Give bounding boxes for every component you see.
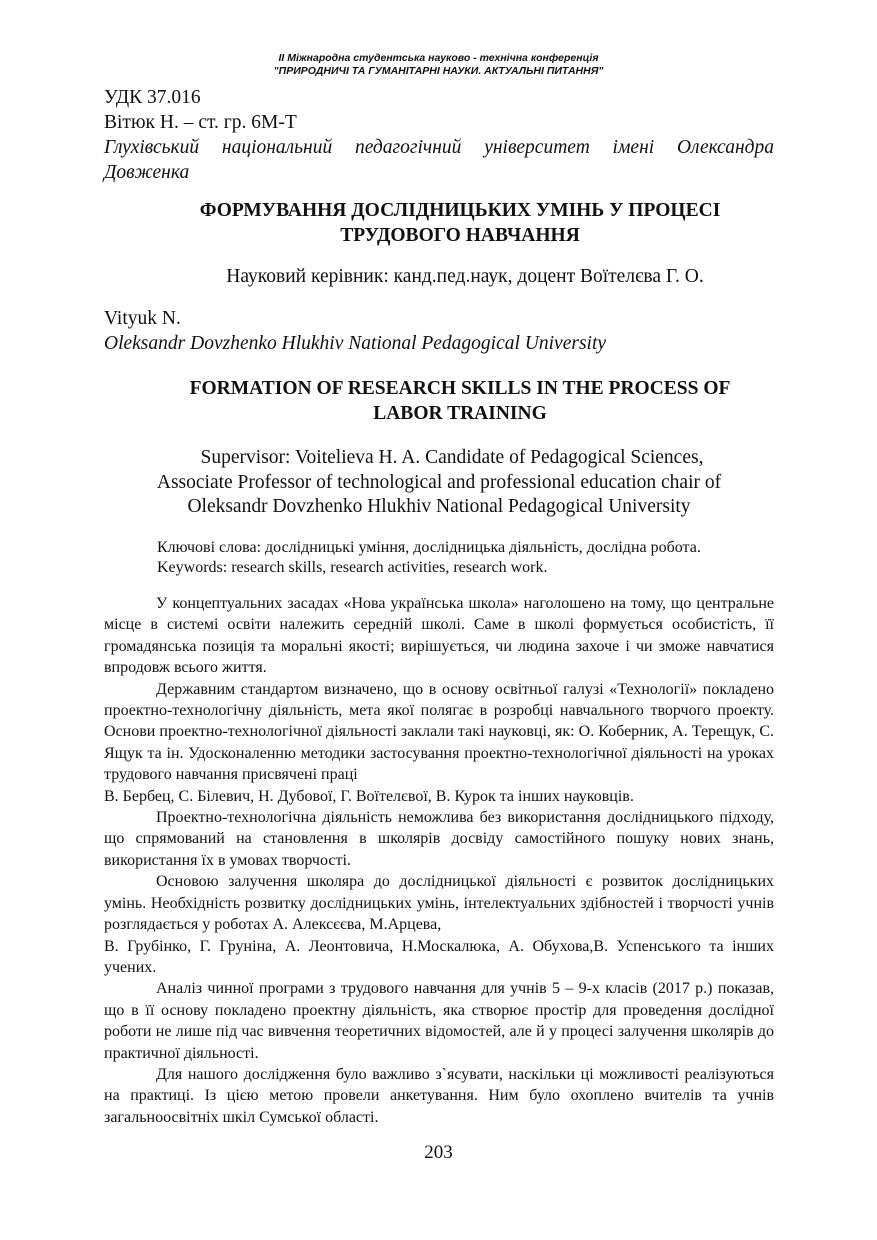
- paper-title-ua-line2: ТРУДОВОГО НАВЧАННЯ: [340, 225, 580, 246]
- author-block-en: [104, 306, 774, 356]
- conference-header: [0, 52, 877, 78]
- conference-header-line2: "ПРИРОДНИЧІ ТА ГУМАНІТАРНІ НАУКИ. АКТУАЛЬНІ ПИТАННЯ": [273, 65, 604, 77]
- keywords-ua: Ключові слова: дослідницькі уміння, дослідницька діяльність, дослідна робота.: [157, 539, 701, 556]
- paragraph: У концептуальних засадах «Нова українська школа» наголошено на тому, що центральне місце в системі освіти належить середній школі. Саме в школі формується особистість, її громадянська позиція та моральні якості; вирішується, чи людина захоче і чи зможе навчатися впродовж всього життя.: [104, 595, 774, 677]
- udc-code: УДК 37.016: [104, 87, 201, 108]
- paragraph: Проектно-технологічна діяльність неможлива без використання дослідницького підходу, що спрямований на становлення в школярів досвіду самостійного пошуку нових знань, використання їх в умовах творчості.: [104, 809, 774, 869]
- paper-title-en-line1: FORMATION OF RESEARCH SKILLS IN THE PROCESS OF: [189, 378, 731, 399]
- keywords-en: Keywords: research skills, research activities, research work.: [157, 559, 548, 576]
- author-block-ua: [104, 85, 774, 185]
- supervisor-en-line1: Supervisor: Voitelieva H. A. Candidate of Pedagogical Sciences,: [200, 447, 704, 468]
- author-name-ua: Вітюк Н. – ст. гр. 6М-Т: [104, 112, 297, 133]
- university-name-ua: Глухівський національний педагогічний університет імені Олександра Довженка: [104, 137, 774, 183]
- paper-title-en-line2: LABOR TRAINING: [373, 403, 547, 424]
- supervisor-en-line2: Associate Professor of technological and professional education chair of: [156, 471, 722, 493]
- paragraph: Аналіз чинної програми з трудового навчання для учнів 5 – 9-х класів (2017 р.) показав, що в її основу покладено проектну діяльність, яка створює простір для проведення дослідної роботи не лише під час вивчення теоретичних відомостей, але й у процесі залучення школярів до практичної діяльності.: [104, 980, 774, 1062]
- supervisor-en-line3: Oleksandr Dovzhenko Hlukhiv National Pedagogical University: [187, 496, 691, 517]
- supervisor-ua: Науковий керівник: канд.пед.наук, доцент Воїтелєва Г. О.: [226, 266, 704, 287]
- conference-header-line1: II Міжнародна студентська науково - технічна конференція: [278, 52, 599, 64]
- page-number: 203: [424, 1142, 453, 1163]
- paragraph-continuation: В. Бербец, С. Білевич, Н. Дубової, Г. Воїтелєвої, В. Курок та інших науковців.: [104, 787, 634, 805]
- paragraph: Основою залучення школяра до дослідницької діяльності є розвиток дослідницьких умінь. Необхідність розвитку дослідницьких умінь, інтелектуальних здібностей і творчості учнів розглядається у роботах А. Алексєєва, М.Арцева,: [104, 873, 774, 934]
- paper-title-ua-line1: ФОРМУВАННЯ ДОСЛІДНИЦЬКИХ УМІНЬ У ПРОЦЕСІ: [199, 200, 721, 221]
- paragraph-continuation: В. Грубінко, Г. Груніна, А. Леонтовича, Н.Москалюка, А. Обухова,В. Успенського та інших учених.: [104, 937, 774, 976]
- university-name-en: Oleksandr Dovzhenko Hlukhiv National Pedagogical University: [104, 333, 607, 354]
- keywords-block: [157, 538, 797, 578]
- author-name-en: Vityuk N.: [104, 308, 181, 329]
- paragraph: Державним стандартом визначено, що в основу освітньої галузі «Технології» покладено проектно-технологічну діяльність, мета якої полягає в розробці навчального творчого проекту. Основи проектно-технологічної діяльності заклали такі науковці, як: О. Коберник, А. Терещук, С. Ящук та ін. Удосконаленню методики застосування проектно-технологічної діяльності на уроках трудового навчання присвячені праці: [104, 680, 774, 784]
- body-text: [104, 593, 774, 1128]
- supervisor-en: [104, 446, 774, 520]
- paper-title-ua: [150, 198, 770, 248]
- paper-title-en: [150, 376, 770, 426]
- paragraph: Для нашого дослідження було важливо з`ясувати, наскільки ці можливості реалізуються на практиці. Із цією метою провели анкетування. Ним було охоплено вчителів та учнів загальноосвітніх шкіл Сумської області.: [104, 1065, 774, 1126]
